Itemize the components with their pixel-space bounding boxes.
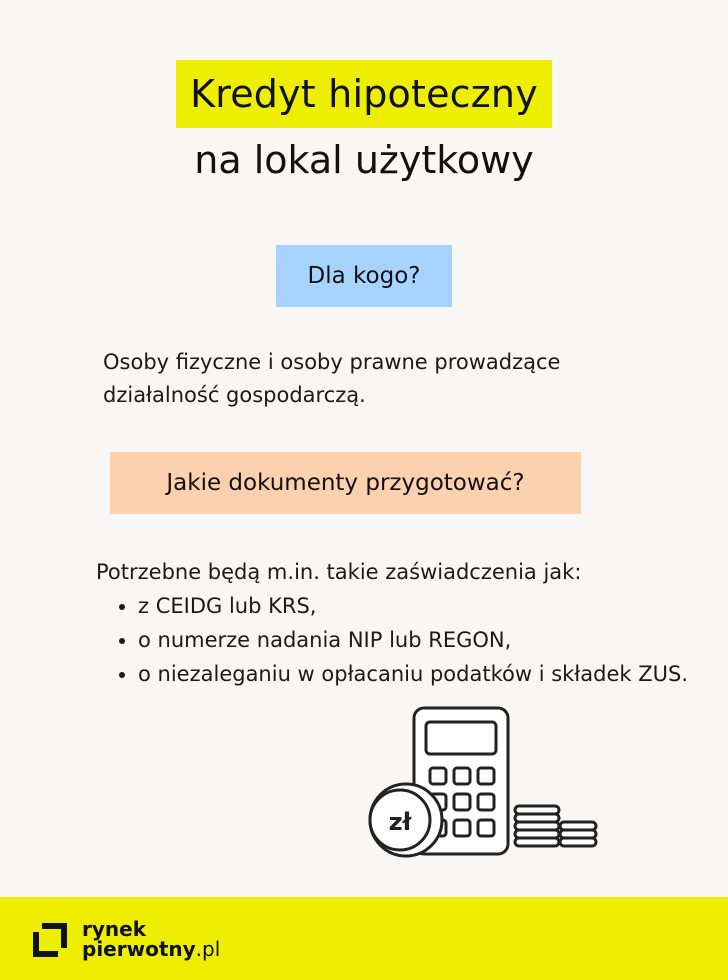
brand-wordmark [82, 919, 220, 959]
who-heading: Dla kogo? [307, 262, 421, 289]
title-highlight-line: Kredyt hipoteczny [176, 60, 552, 128]
footer-bar [0, 897, 728, 980]
calculator-with-coins-icon [360, 702, 610, 866]
docs-heading: Jakie dokumenty przygotować? [166, 469, 525, 496]
docs-intro: Potrzebne będą m.in. takie zaświadczenia jak: [96, 560, 582, 584]
docs-section [96, 555, 696, 691]
docs-heading-tag [110, 452, 581, 514]
docs-list-item: • o niezaleganiu w opłacaniu podatków i składek ZUS. [138, 657, 696, 691]
brand-logo[interactable] [30, 919, 220, 959]
docs-list [96, 589, 696, 691]
who-description: Osoby fizyczne i osoby prawne prowadzące działalność gospodarczą. [103, 350, 561, 407]
page-title [0, 60, 728, 184]
coin-label: zł [388, 808, 412, 836]
docs-list-item: • o numerze nadania NIP lub REGON, [138, 623, 696, 657]
brand-line2: pierwotny [82, 937, 196, 961]
title-second-line: na lokal użytkowy [194, 138, 534, 182]
brand-domain: .pl [195, 937, 221, 961]
docs-list-item: • z CEIDG lub KRS, [138, 589, 696, 623]
who-heading-tag [276, 245, 452, 307]
brand-mark-icon [30, 920, 68, 958]
brand-line1: rynek [82, 917, 147, 941]
